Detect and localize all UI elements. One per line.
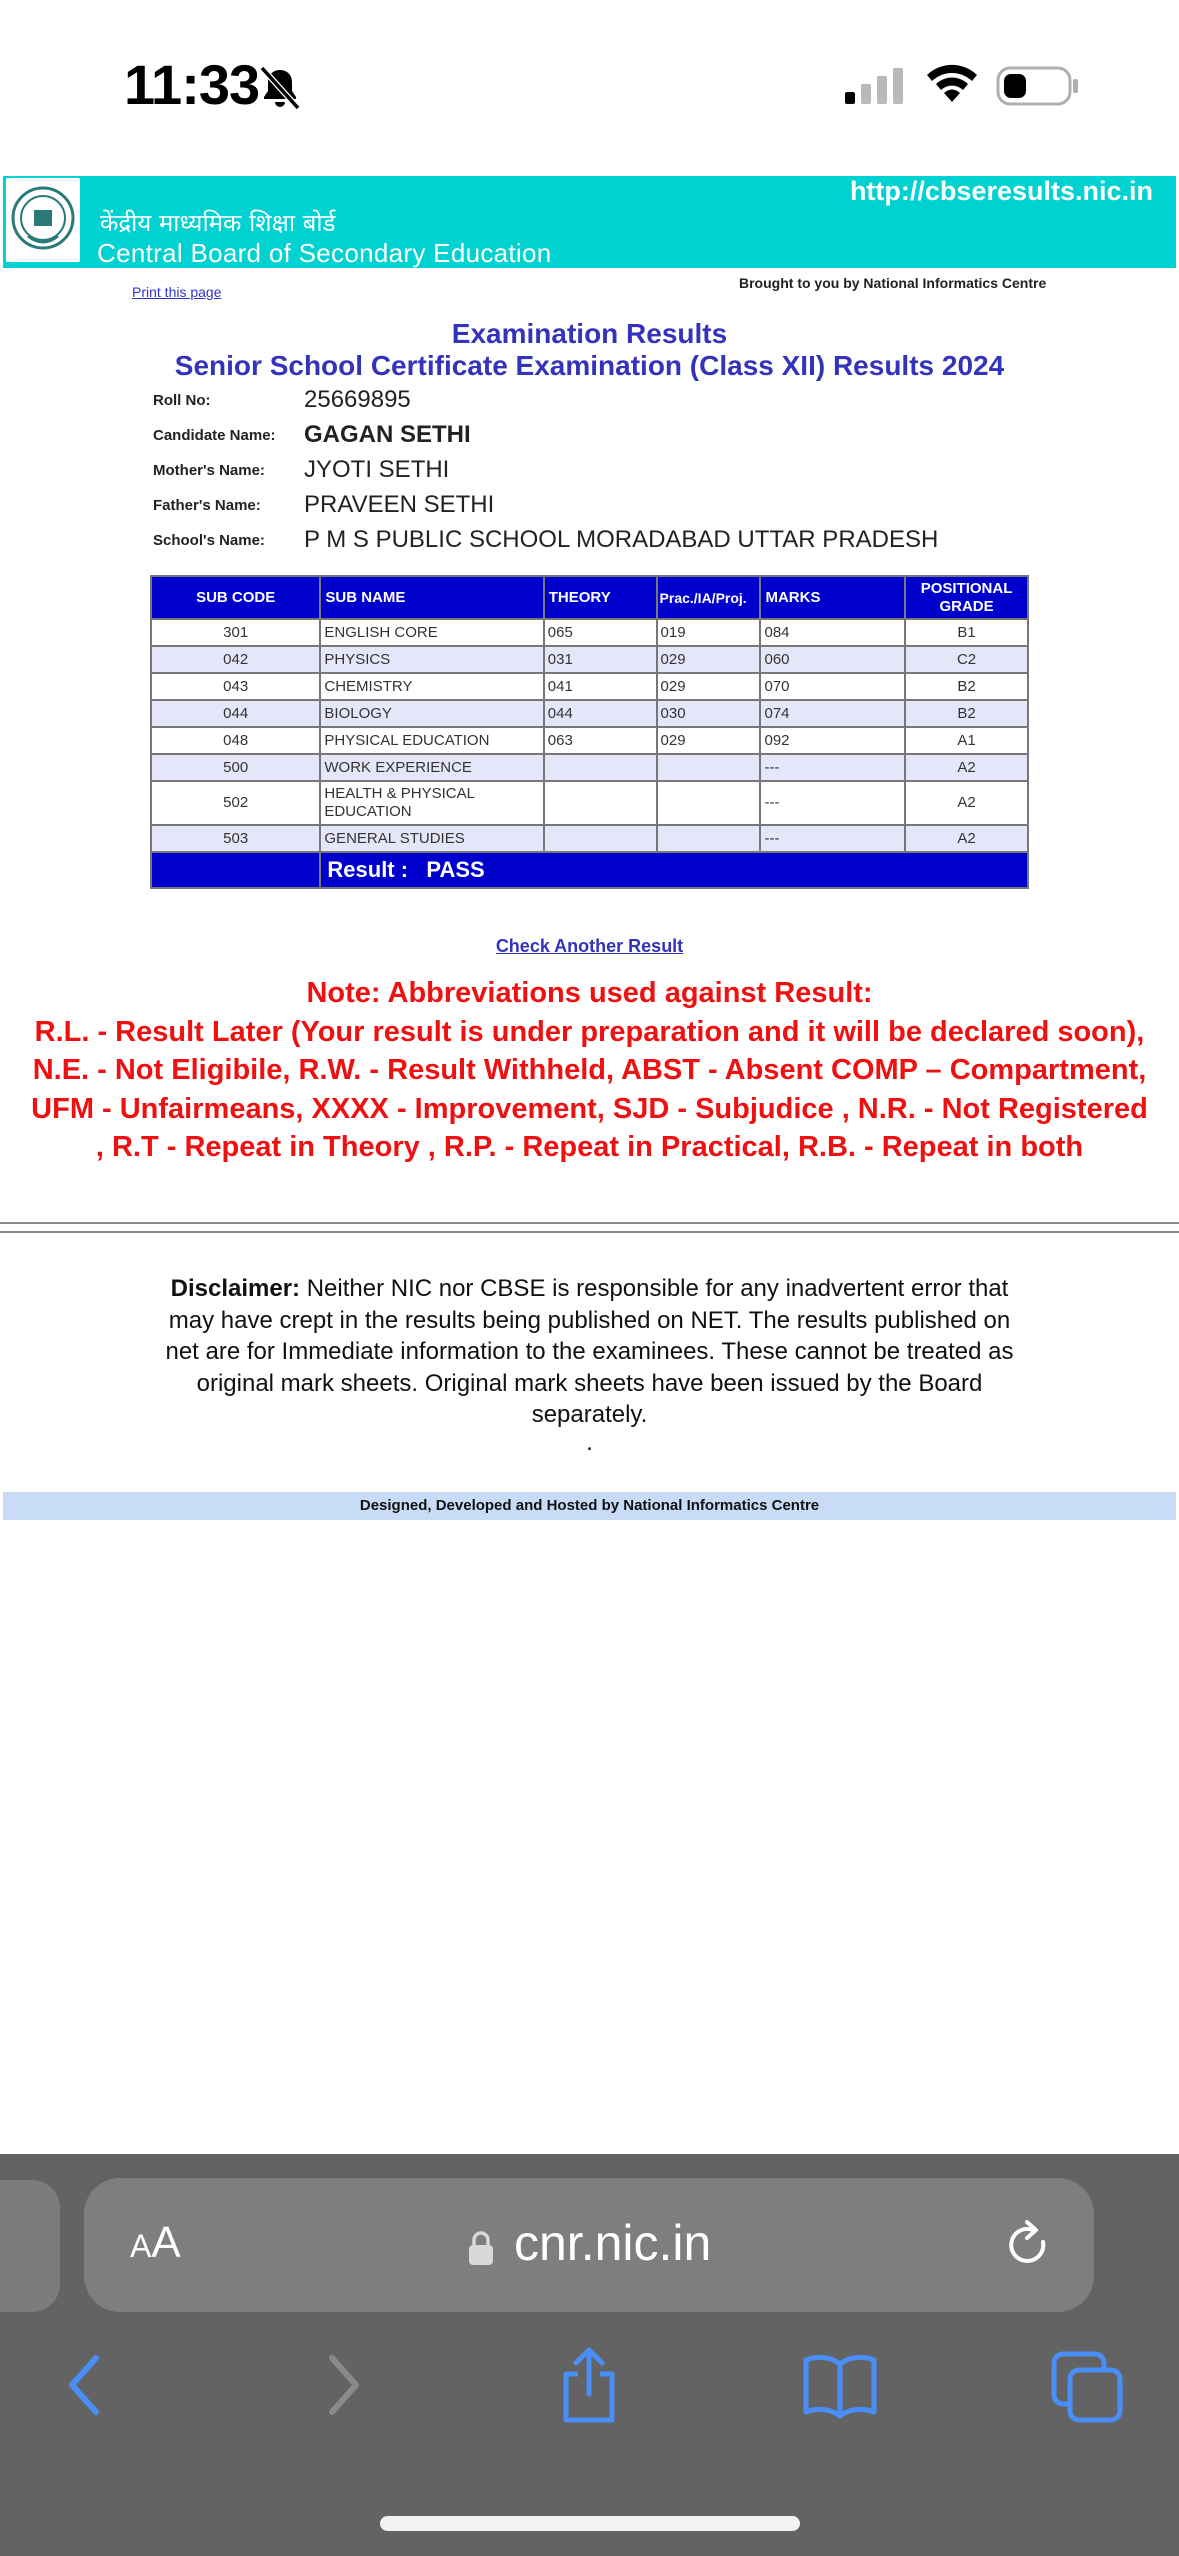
grade-cell: A2: [905, 825, 1028, 852]
sub-code-cell: 042: [151, 646, 320, 673]
check-another-result-link[interactable]: Check Another Result: [495, 936, 684, 956]
header-marks: MARKS: [760, 576, 905, 619]
header-grade-line2: GRADE: [939, 597, 994, 615]
sub-name-cell: CHEMISTRY: [320, 673, 543, 700]
battery-icon: [996, 64, 1080, 108]
tabs-icon[interactable]: [1050, 2350, 1124, 2424]
sub-name-cell: WORK EXPERIENCE: [320, 754, 543, 781]
mother-name-value: JYOTI SETHI: [304, 456, 450, 483]
sub-code-cell: 043: [151, 673, 320, 700]
grade-cell: A2: [905, 754, 1028, 781]
school-name-value: P M S PUBLIC SCHOOL MORADABAD UTTAR PRADESH: [304, 526, 939, 553]
grade-cell: C2: [905, 646, 1028, 673]
cellular-signal-icon: [843, 66, 907, 106]
roll-number-value: 25669895: [304, 386, 411, 413]
grade-cell: B1: [905, 619, 1028, 646]
header-positional-grade: [905, 576, 1028, 619]
mother-name-label: Mother's Name:: [153, 462, 265, 479]
table-row: [151, 727, 1028, 754]
abbreviations-note: [30, 974, 1149, 1167]
page-title: Examination Results: [451, 318, 728, 349]
sub-code-cell: 503: [151, 825, 320, 852]
marks-cell: 060: [760, 646, 905, 673]
theory-cell: 041: [544, 673, 657, 700]
theory-cell: 065: [544, 619, 657, 646]
marks-cell: ---: [760, 825, 905, 852]
brought-by-text: Brought to you by National Informatics Centre: [739, 275, 1047, 291]
back-icon[interactable]: [60, 2350, 110, 2420]
table-row: [151, 646, 1028, 673]
page-subtitle: Senior School Certificate Examination (Class XII) Results 2024: [174, 350, 1005, 381]
wifi-icon: [924, 62, 980, 106]
sub-name-cell: PHYSICS: [320, 646, 543, 673]
cbse-logo: [6, 178, 80, 262]
header-grade-line1: POSITIONAL: [920, 579, 1013, 597]
result-empty-cell: [151, 852, 320, 888]
disclaimer-text: Neither NIC nor CBSE is responsible for any inadvertent error that may have crept in the results being published on NET. The results published on net are for Immediate information to the examinees. These cannot be treated as original mark sheets. Original mark sheets have been issued by the Board separately.: [165, 1275, 1014, 1428]
lock-icon: [467, 2230, 495, 2266]
result-row: [151, 852, 1028, 888]
marks-cell: 070: [760, 673, 905, 700]
address-bar-url[interactable]: cnr.nic.in: [514, 2215, 712, 2271]
header-practical: Prac./IA/Proj.: [657, 576, 761, 619]
result-value: PASS: [426, 857, 485, 882]
table-row: [151, 825, 1028, 852]
practical-cell: [657, 754, 761, 781]
practical-cell: [657, 781, 761, 825]
disclaimer: [150, 1273, 1029, 1455]
sub-name-cell: PHYSICAL EDUCATION: [320, 727, 543, 754]
site-url[interactable]: http://cbseresults.nic.in: [849, 176, 1153, 206]
board-name-hindi: केंद्रीय माध्यमिक शिक्षा बोर्ड: [100, 209, 336, 237]
table-header-row: [151, 576, 1028, 619]
home-indicator[interactable]: [380, 2516, 800, 2531]
theory-cell: 063: [544, 727, 657, 754]
practical-cell: 029: [657, 727, 761, 754]
print-page-link[interactable]: Print this page: [132, 284, 222, 300]
note-heading: Note: Abbreviations used against Result:: [306, 977, 873, 1009]
text-size-button[interactable]: [130, 2218, 181, 2268]
sub-code-cell: 500: [151, 754, 320, 781]
share-icon[interactable]: [554, 2344, 624, 2424]
sub-code-cell: 044: [151, 700, 320, 727]
status-time: 11:33: [124, 53, 260, 116]
grade-cell: A1: [905, 727, 1028, 754]
theory-cell: 044: [544, 700, 657, 727]
header-sub-code: SUB CODE: [151, 576, 320, 619]
practical-cell: 019: [657, 619, 761, 646]
header-sub-name: SUB NAME: [320, 576, 543, 619]
sub-code-cell: 048: [151, 727, 320, 754]
marks-cell: 092: [760, 727, 905, 754]
marks-cell: 084: [760, 619, 905, 646]
header-theory: THEORY: [544, 576, 657, 619]
theory-cell: 031: [544, 646, 657, 673]
note-body: R.L. - Result Later (Your result is under preparation and it will be declared soon), N.E. - Not Eligibile, R.W. - Result Withheld, ABST - Absent COMP – Compartment, UFM - Unfairmeans, XXXX - Improvement, SJD - Subjudice , N.R. - Not Registered , R.T - Repeat in Theory , R.P. - Repeat in Practical, R.B. - Repeat in both: [31, 1015, 1148, 1163]
divider: [0, 1222, 1179, 1233]
sub-name-cell: GENERAL STUDIES: [320, 825, 543, 852]
disclaimer-trailing: .: [586, 1428, 593, 1456]
theory-cell: [544, 754, 657, 781]
marks-cell: ---: [760, 754, 905, 781]
result-label: Result :: [327, 857, 409, 882]
table-row: [151, 781, 1028, 825]
practical-cell: 030: [657, 700, 761, 727]
sub-name-cell: BIOLOGY: [320, 700, 543, 727]
reload-icon[interactable]: [1003, 2220, 1053, 2272]
theory-cell: [544, 825, 657, 852]
sub-name-cell: ENGLISH CORE: [320, 619, 543, 646]
practical-cell: [657, 825, 761, 852]
school-name-label: School's Name:: [153, 532, 265, 549]
grade-cell: A2: [905, 781, 1028, 825]
marks-cell: 074: [760, 700, 905, 727]
practical-cell: 029: [657, 673, 761, 700]
table-row: [151, 619, 1028, 646]
table-row: [151, 673, 1028, 700]
bookmarks-icon[interactable]: [800, 2350, 880, 2420]
forward-icon[interactable]: [318, 2350, 368, 2420]
text-size-small-a: A: [130, 2228, 152, 2264]
grade-cell: B2: [905, 700, 1028, 727]
disclaimer-label: Disclaimer:: [170, 1275, 301, 1302]
candidate-name-value: GAGAN SETHI: [304, 421, 471, 448]
practical-cell: 029: [657, 646, 761, 673]
theory-cell: [544, 781, 657, 825]
candidate-name-label: Candidate Name:: [153, 427, 276, 444]
status-bar: [0, 0, 1179, 170]
table-row: [151, 700, 1028, 727]
grade-cell: B2: [905, 673, 1028, 700]
text-size-large-a: A: [151, 2218, 181, 2267]
board-name-english: Central Board of Secondary Education: [97, 238, 552, 268]
bell-slash-icon: [256, 64, 304, 112]
sub-code-cell: 301: [151, 619, 320, 646]
father-name-value: PRAVEEN SETHI: [304, 491, 495, 518]
sub-name-cell: HEALTH & PHYSICAL EDUCATION: [320, 781, 543, 825]
footer-credit: Designed, Developed and Hosted by National Informatics Centre: [3, 1492, 1176, 1520]
marks-cell: ---: [760, 781, 905, 825]
father-name-label: Father's Name:: [153, 497, 261, 514]
sub-code-cell: 502: [151, 781, 320, 825]
table-row: [151, 754, 1028, 781]
previous-tab-peek[interactable]: [0, 2180, 60, 2312]
result-cell: [320, 852, 1028, 888]
roll-number-label: Roll No:: [153, 392, 211, 409]
results-table: [150, 575, 1029, 889]
